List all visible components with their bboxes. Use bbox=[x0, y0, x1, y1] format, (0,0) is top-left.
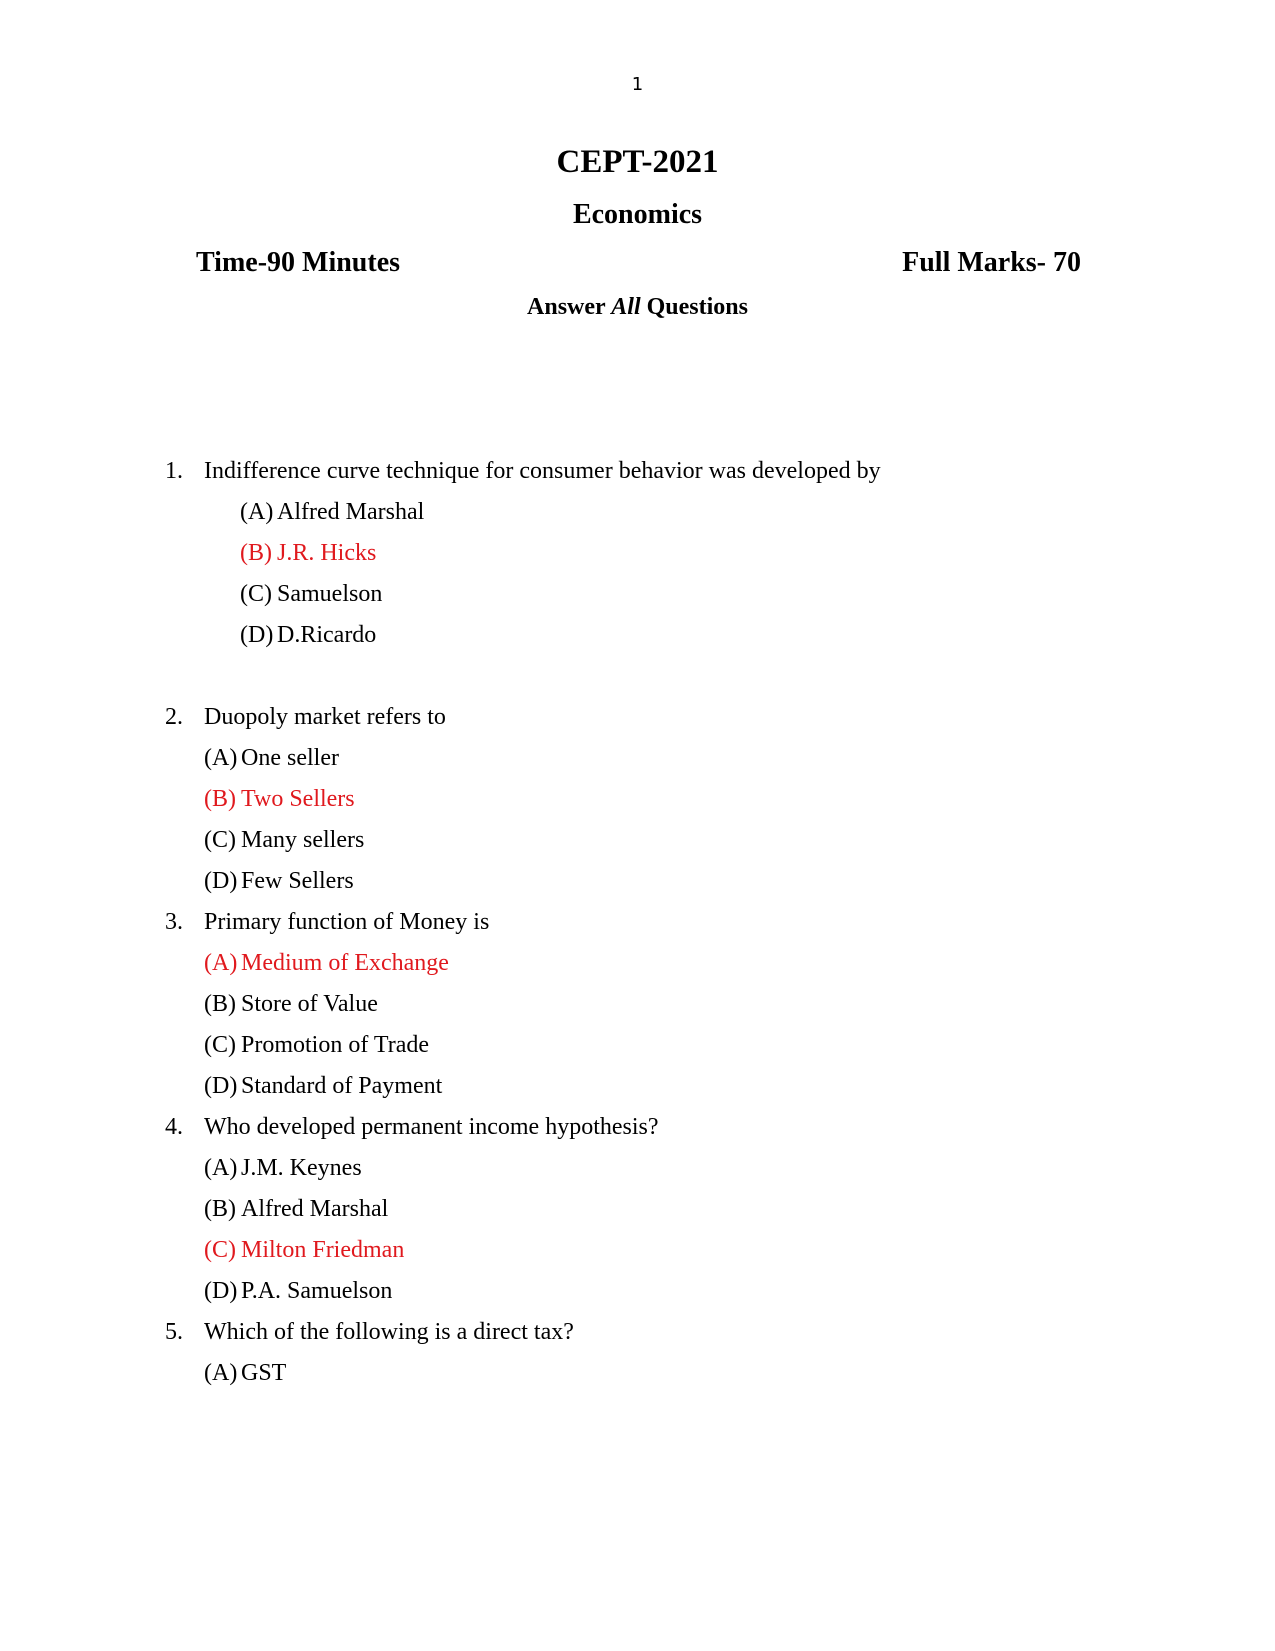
option-text: Few Sellers bbox=[241, 868, 354, 894]
option-text: Two Sellers bbox=[241, 786, 355, 812]
option-label: (A) bbox=[240, 499, 274, 525]
option-text: J.M. Keynes bbox=[241, 1155, 362, 1181]
question-number: 1. bbox=[165, 458, 183, 484]
option-text: Alfred Marshal bbox=[241, 1196, 389, 1222]
instruction-suffix: Questions bbox=[640, 294, 748, 320]
question-number: 5. bbox=[165, 1319, 183, 1345]
option-label: (C) bbox=[204, 1032, 236, 1058]
page-number: 1 bbox=[631, 74, 644, 95]
option-label: (A) bbox=[204, 1360, 238, 1386]
option-text: Promotion of Trade bbox=[241, 1032, 430, 1058]
option-text: Store of Value bbox=[241, 991, 378, 1017]
question-text: Primary function of Money is bbox=[204, 909, 490, 935]
option-label: (C) bbox=[240, 581, 272, 607]
option-text: Many sellers bbox=[241, 827, 365, 853]
option-label: (B) bbox=[240, 540, 272, 566]
instruction-emphasis: All bbox=[611, 294, 641, 320]
option-text: J.R. Hicks bbox=[277, 540, 377, 566]
option-label: (C) bbox=[204, 1237, 236, 1263]
option-text: P.A. Samuelson bbox=[241, 1278, 393, 1304]
option-text: Samuelson bbox=[277, 581, 383, 607]
option-label: (A) bbox=[204, 950, 238, 976]
full-marks: Full Marks- 70 bbox=[902, 247, 1081, 278]
question-text: Which of the following is a direct tax? bbox=[204, 1319, 574, 1345]
option-label: (D) bbox=[204, 868, 238, 894]
option-label: (B) bbox=[204, 991, 236, 1017]
option-label: (A) bbox=[204, 1155, 238, 1181]
option-text: One seller bbox=[241, 745, 339, 771]
option-label: (D) bbox=[240, 622, 274, 648]
instruction-prefix: Answer bbox=[527, 294, 612, 320]
option-text: Milton Friedman bbox=[241, 1237, 405, 1263]
option-text: Alfred Marshal bbox=[277, 499, 425, 525]
option-label: (D) bbox=[204, 1073, 238, 1099]
subject-title: Economics bbox=[572, 199, 703, 230]
question-number: 3. bbox=[165, 909, 183, 935]
question-number: 2. bbox=[165, 704, 183, 730]
option-label: (B) bbox=[204, 1196, 236, 1222]
option-text: D.Ricardo bbox=[277, 622, 377, 648]
question-number: 4. bbox=[165, 1114, 183, 1140]
instruction bbox=[0, 294, 1275, 321]
option-label: (C) bbox=[204, 827, 236, 853]
option-label: (D) bbox=[204, 1278, 238, 1304]
question-text: Indifference curve technique for consumer behavior was developed by bbox=[204, 458, 881, 484]
option-label: (A) bbox=[204, 745, 238, 771]
option-text: GST bbox=[241, 1360, 287, 1386]
question-text: Duopoly market refers to bbox=[204, 704, 446, 730]
exam-title: CEPT-2021 bbox=[556, 144, 719, 180]
option-text: Medium of Exchange bbox=[241, 950, 449, 976]
option-text: Standard of Payment bbox=[241, 1073, 443, 1099]
time-limit: Time-90 Minutes bbox=[196, 247, 401, 278]
question-text: Who developed permanent income hypothesis? bbox=[204, 1114, 659, 1140]
option-label: (B) bbox=[204, 786, 236, 812]
